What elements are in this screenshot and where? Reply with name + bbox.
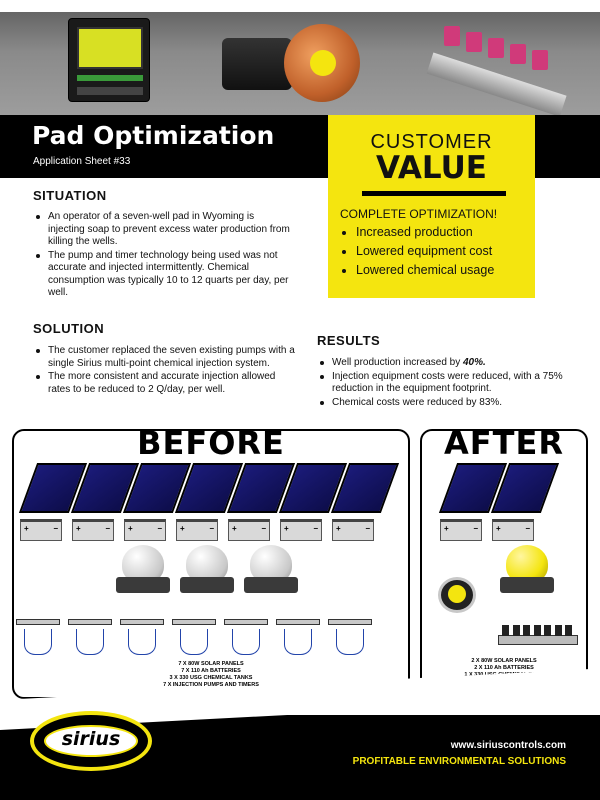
caption-line: 2 X 80W SOLAR PANELS — [471, 658, 537, 664]
situation-list — [33, 211, 291, 301]
before-illustration — [12, 429, 410, 699]
customer-value-divider — [362, 191, 506, 196]
battery-icon: + − — [440, 519, 482, 541]
list-item: Lowered chemical usage — [340, 263, 530, 282]
website-link[interactable]: www.siriuscontrols.com — [450, 740, 566, 751]
battery-icon: + − — [124, 519, 166, 541]
situation-heading: SITUATION — [33, 188, 107, 203]
result-emphasis: 40%. — [463, 357, 486, 368]
caption-line: 7 X INJECTION PUMPS AND TIMERS — [163, 682, 259, 688]
injection-pump-icon — [224, 619, 268, 657]
chemical-tank-icon — [248, 545, 294, 593]
caption-line: 7 X 110 Ah BATTERIES — [181, 668, 241, 674]
page-subtitle: Application Sheet #33 — [33, 156, 131, 167]
battery-icon: + − — [332, 519, 374, 541]
injection-pump-icon — [328, 619, 372, 657]
customer-value-line1: CUSTOMER — [370, 131, 493, 153]
chemical-tank-icon — [184, 545, 230, 593]
battery-icon: + − — [228, 519, 270, 541]
injection-pump-icon — [16, 619, 60, 657]
after-label: AFTER — [444, 424, 564, 462]
list-item: The customer replaced the seven existing pumps with a single Sirius multi-point chemical injection system. — [33, 345, 295, 370]
solution-list — [33, 345, 295, 397]
result-text: Well production increased by — [332, 357, 463, 368]
injection-pump-controller-icon — [434, 577, 480, 617]
injection-pump-icon — [68, 619, 112, 657]
list-item: The pump and timer technology being used was not accurate and injected intermittently. Chemical consumption was typically 10 to 12 quarts per day, per well. — [33, 250, 291, 300]
hero-photo-band — [0, 0, 600, 115]
injection-pump-icon — [276, 619, 320, 657]
battery-icon: + − — [280, 519, 322, 541]
footer-tagline: PROFITABLE ENVIRONMENTAL SOLUTIONS — [352, 756, 566, 767]
logo-text: sirius — [61, 728, 121, 750]
injection-pump-icon — [120, 619, 164, 657]
battery-icon: + − — [20, 519, 62, 541]
customer-value-list — [340, 225, 530, 282]
pump-device-image — [222, 24, 372, 102]
customer-value-line2: VALUE — [376, 150, 487, 186]
injection-pump-icon — [172, 619, 216, 657]
controller-device-image — [68, 18, 150, 102]
list-item: Lowered equipment cost — [340, 244, 530, 263]
battery-icon: + − — [72, 519, 114, 541]
before-label: BEFORE — [137, 424, 285, 462]
caption-line: 7 X 80W SOLAR PANELS — [178, 661, 244, 667]
caption-line: 3 X 330 USG CHEMICAL TANKS — [169, 675, 253, 681]
manifold-device-image — [420, 18, 576, 104]
page-title: Pad Optimization — [32, 121, 275, 150]
sirius-logo — [30, 711, 152, 771]
list-item: Increased production — [340, 225, 530, 244]
solution-heading: SOLUTION — [33, 321, 105, 336]
chemical-tank-icon — [120, 545, 166, 593]
battery-icon: + − — [176, 519, 218, 541]
customer-value-heading: COMPLETE OPTIMIZATION! — [340, 207, 498, 221]
results-list — [317, 357, 565, 410]
manifold-valves-icon — [498, 625, 578, 651]
list-item — [317, 357, 565, 370]
list-item: Injection equipment costs were reduced, with a 75% reduction in the equipment footprint. — [317, 371, 565, 396]
list-item: The more consistent and accurate injection allowed rates to be reduced to 2 Q/day, per well. — [33, 371, 295, 396]
list-item: An operator of a seven-well pad in Wyoming is injecting soap to prevent excess water production from killing the wells. — [33, 211, 291, 249]
chemical-tank-icon — [504, 545, 550, 593]
caption-line: 2 X 110 Ah BATTERIES — [474, 665, 534, 671]
results-heading: RESULTS — [317, 333, 381, 348]
list-item: Chemical costs were reduced by 83%. — [317, 397, 565, 410]
battery-icon: + − — [492, 519, 534, 541]
